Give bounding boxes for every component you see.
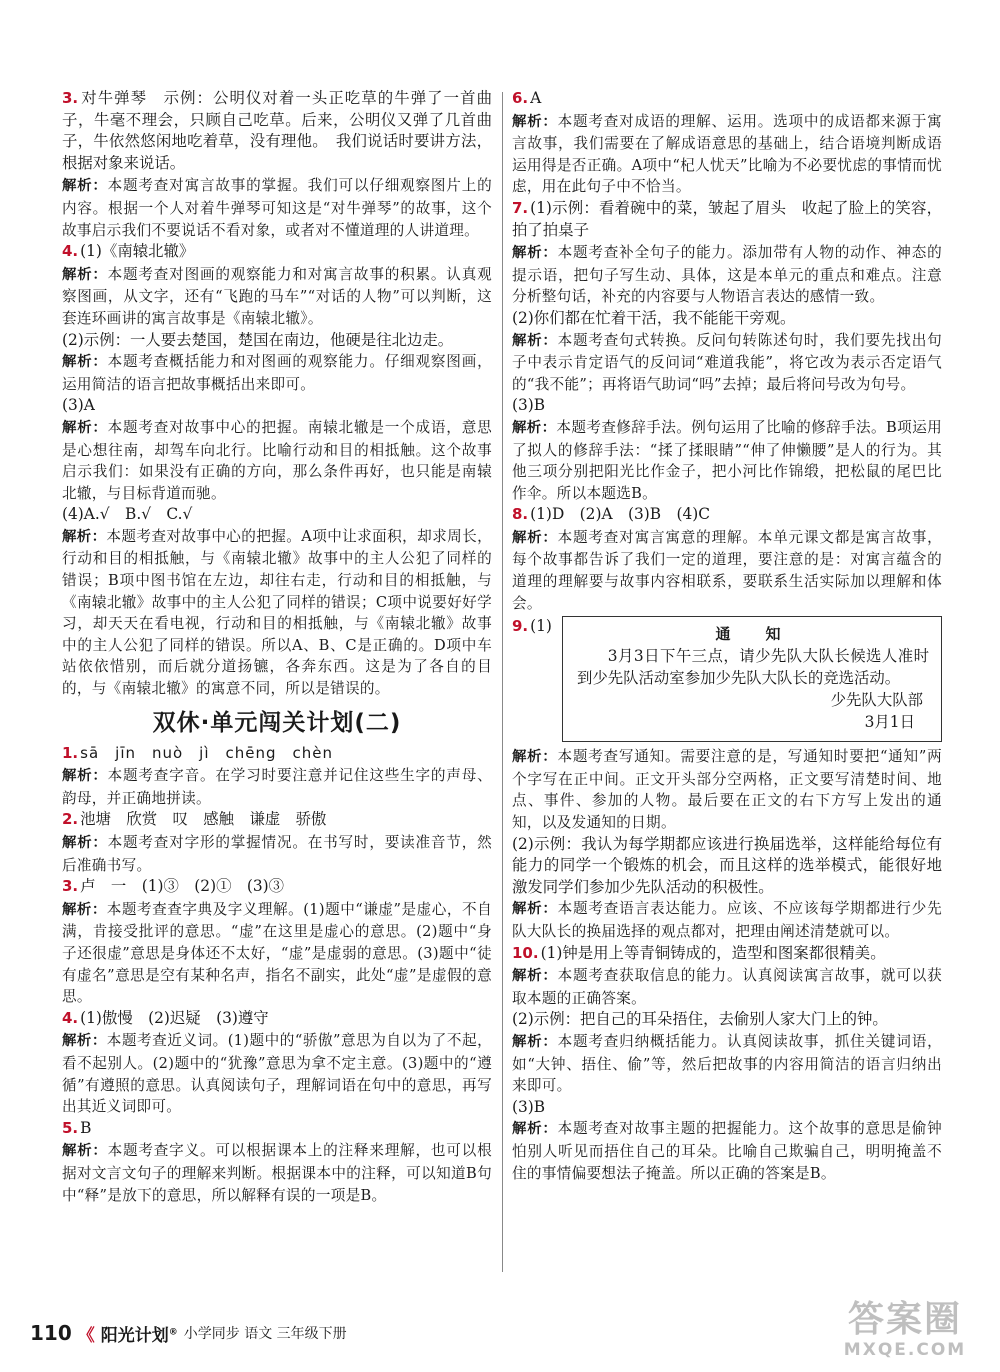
question-number: 4. [62, 1008, 79, 1027]
analysis [512, 965, 942, 1009]
notice-title: 通 知 [715, 625, 791, 644]
analysis-text: 本题考查对故事中心的把握。南辕北辙是一个成语，意思是心想往南，却驾车向北行。比喻行动和目的相抵触。这个故事启示我们：如果没有正确的方向，那么条件再好，也只能是南辕北辙，与目标背道而驰。 [62, 418, 492, 502]
analysis-text: 本题考查句式转换。反问句转陈述句时，我们要先找出句子中表示肯定语气的反问词“难道我能”，将它改为表示否定语气的“我不能”；再将语气助词“吗”去掉；最后将问号改为句号。 [512, 331, 942, 393]
answer-text: A [530, 89, 542, 107]
watermark-logo [820, 1300, 990, 1364]
analysis-text: 本题考查对寓言寓意的理解。本单元课文都是寓言故事，每个故事都告诉了我们一定的道理，要注意的是：对寓言蕴含的道理的理解要与故事内容相联系，要联系生活实际加以理解和体会。 [512, 528, 942, 612]
analysis [62, 526, 492, 700]
question-number: 6. [512, 89, 529, 107]
answer-text: (2)示例：我认为每学期都应该进行换届选举，这样能给每位有能力的同学一个锻炼的机会，而且这样的选举模式，能很好地激发同学们参加少先队活动的积极性。 [512, 834, 942, 896]
analysis-label: 解析： [512, 968, 558, 985]
notice-signature: 少先队大队部 [830, 691, 923, 710]
analysis-text: 本题考查语言表达能力。应该、不应该每学期都进行少先队大队长的换届选择的观点都对，把理由阐述清楚就可以。 [512, 900, 942, 940]
analysis [512, 111, 942, 198]
question-6 [512, 88, 942, 110]
analysis-label: 解析： [62, 419, 108, 436]
analysis [512, 330, 942, 396]
analysis-text: 本题考查归纳概括能力。认真阅读故事，抓住关键词语，如“大钟、捂住、偷”等，然后把故事的内容用简洁的语言归纳出来即可。 [512, 1032, 942, 1095]
analysis-text: 本题考查查字典及字义理解。(1)题中“谦虚”是虚心，不自满，肯接受批评的意思。“虚”在这里是虚心的意思。(2)题中“身子还很虚”意思是身体还不太好，“虚”是虚弱的意思。(3)题中“徒有虚名”意思是空有某种名声，指名不副实，此处“虚”是虚假的意思。 [62, 900, 492, 1006]
watermark-bottom: MXQE.COM [843, 1340, 967, 1360]
answer-text: (3)B [512, 1097, 546, 1116]
analysis [512, 242, 942, 308]
question-5 [62, 1118, 492, 1140]
analysis [62, 1140, 492, 1206]
answer-text: (2)示例：一人要去楚国，楚国在南边，他硬是往北边走。 [62, 330, 454, 349]
right-column [512, 88, 942, 1184]
answer-text: (3)A [62, 396, 95, 415]
question-3b [62, 876, 492, 898]
analysis-text: 本题考查补全句子的能力。添加带有人物的动作、神态的提示语，把句子写生动、具体，这是本单元的重点和难点。注意分析整句话，补充的内容要与人物语言表达的感情一致。 [512, 244, 942, 306]
question-number: 7. [512, 198, 529, 217]
question-number: 1. [62, 743, 79, 762]
analysis [512, 746, 942, 833]
watermark-top: 答案圈 [847, 1299, 962, 1340]
sub-question-prefix: (1) [530, 617, 552, 636]
question-number: 5. [62, 1118, 79, 1137]
analysis [512, 1118, 942, 1184]
question-8 [512, 504, 942, 526]
analysis [62, 264, 492, 330]
question-9 [512, 616, 942, 742]
question-number: 3. [62, 877, 79, 896]
analysis-text: 本题考查写通知。需要注意的是，写通知时要把“通知”两个字写在正中间。正文开头部分空两格，正文要写清楚时间、地点、事件、参加的人物。最后要在正文的右下方写上发出的通知，以及发通知的日期。 [512, 748, 942, 832]
analysis [62, 351, 492, 395]
notice-body: 3月3日下午三点，请少先队大队长候选人准时到少先队活动室参加少先队大队长的竞选活动。 [576, 647, 929, 688]
answer-text: (1)傲慢 (2)迟疑 (3)遵守 [80, 1008, 269, 1027]
analysis [62, 899, 492, 1008]
notice-date: 3月1日 [864, 713, 915, 732]
question-number: 10. [512, 943, 539, 962]
question-number: 4. [62, 242, 79, 261]
analysis-text: 本题考查获取信息的能力。认真阅读寓言故事，就可以获取本题的正确答案。 [512, 967, 942, 1007]
analysis-text: 本题考查对故事中心的把握。A项中让求面积，却求周长，行动和目的相抵触，与《南辕北辙》故事中的主人公犯了同样的错误；B项中图书馆在左边，却往右走，行动和目的相抵触，与《南辕北辙》故事中的主人公犯了同样的错误；C项中说要好好学习，却天天在看电视，行动和目的相抵触，与《南辕北辙》故事中的主人公犯了同样的错误。所以A、B、C是正确的。D项中车站依依惜别，而后就分道扬镳，各奔东西。这是为了各自的目的，与《南辕北辙》的寓意不同，所以是错误的。 [62, 527, 493, 698]
analysis [62, 765, 492, 809]
analysis [62, 175, 492, 241]
brand-mark: 《 [77, 1325, 95, 1346]
analysis-label: 解析： [512, 529, 558, 546]
question-number: 9. [512, 617, 529, 636]
answer-text: 对牛弹琴 示例：公明仪对着一头正吃草的牛弹了一首曲子，牛毫不理会，只顾自己吃草。后来，公明仪又弹了几首曲子，牛依然悠闲地吃着草，没有理他。 我们说话时要讲方法，根据对象来说话。 [62, 89, 492, 172]
page-number: 110 [30, 1321, 72, 1345]
brand-text: 阳光计划 [100, 1325, 169, 1346]
answer-text: (1)钟是用上等青铜铸成的，造型和图案都很精美。 [540, 943, 886, 962]
analysis-label: 解析： [62, 835, 108, 851]
analysis [62, 1030, 492, 1117]
analysis-label: 解析： [512, 245, 558, 262]
registered-mark: ® [168, 1326, 178, 1337]
analysis [62, 417, 492, 504]
question-number: 3. [62, 89, 79, 107]
analysis-label: 解析： [512, 749, 558, 766]
question-number: 8. [512, 505, 529, 524]
analysis-label: 解析： [62, 354, 108, 371]
answer-text: 池塘 欣赏 叹 感触 谦虚 骄傲 [80, 810, 327, 829]
analysis [62, 832, 492, 876]
analysis-label: 解析： [512, 901, 558, 918]
question-number: 2. [62, 810, 79, 829]
answer-text: (1)示例：看着碗中的菜，皱起了眉头 收起了脸上的笑容，拍了拍桌子 [512, 198, 942, 239]
analysis-text: 本题考查对成语的理解、运用。选项中的成语都来源于寓言故事，我们需要在了解成语意思的基础上，结合语境判断成语运用得是否正确。A项中“杞人忧天”比喻为不必要忧虑的事情而忧虑，用在此句子中不恰当。 [512, 112, 942, 196]
column-divider [502, 92, 503, 1272]
page-footer [30, 1318, 347, 1348]
analysis-label: 解析： [512, 332, 558, 349]
analysis-label: 解析： [512, 419, 557, 436]
analysis-text: 本题考查近义词。(1)题中的“骄傲”意思为自以为了不起，看不起别人。(2)题中的“犹豫”意思为拿不定主意。(3)题中的“遵循”有遵照的意思。认真阅读句子，理解词语在句中的意思，再写出其近义词即可。 [62, 1032, 492, 1116]
analysis-text: 本题考查对字形的掌握情况。在书写时，要读准音节，然后准确书写。 [62, 834, 492, 874]
question-10 [512, 943, 942, 965]
question-1 [62, 743, 492, 765]
analysis-label: 解析： [62, 1143, 108, 1160]
notice-box [562, 616, 942, 742]
answer-text: (2)示例：把自己的耳朵捂住，去偷别人家大门上的钟。 [512, 1010, 888, 1029]
section-title: 双休·单元闯关计划(二) [152, 709, 402, 736]
analysis-label: 解析： [62, 1033, 107, 1050]
question-9-label [512, 616, 552, 638]
answer-text: (2)你们都在忙着干活，我不能能干旁观。 [512, 308, 796, 327]
analysis-text: 本题考查对寓言故事的掌握。我们可以仔细观察图片上的内容。根据一个人对着牛弹琴可知这是“对牛弹琴”的故事，这个故事启示我们不要说话不看对象，或者对不懂道理的人讲道理。 [62, 177, 492, 239]
analysis-label: 解析： [512, 113, 558, 130]
answer-text: (1)D (2)A (3)B (4)C [530, 505, 711, 524]
answer-text: 卢 一 (1)③ (2)① (3)③ [80, 877, 285, 896]
analysis-label: 解析： [62, 266, 108, 283]
analysis-label: 解析： [62, 768, 108, 785]
pinyin-answer: sā jīn nuò jì chēng chèn [80, 743, 334, 762]
analysis-label: 解析： [62, 178, 108, 195]
question-4b [62, 1008, 492, 1030]
analysis [512, 527, 942, 614]
analysis-text: 本题考查概括能力和对图画的观察能力。仔细观察图画，运用简洁的语言把故事概括出来即可。 [62, 353, 492, 393]
question-3 [62, 88, 492, 174]
answer-text: B [80, 1118, 92, 1137]
analysis-text: 本题考查修辞手法。例句运用了比喻的修辞手法。B项运用了拟人的修辞手法：“揉了揉眼睛”“伸了伸懒腰”是人的行为。其他三项分别把阳光比作金子，把小河比作锦缎，把松鼠的尾巴比作伞。所以本题选B。 [512, 418, 943, 502]
left-column [62, 88, 492, 1206]
analysis-label: 解析： [62, 901, 107, 918]
analysis-text: 本题考查对图画的观察能力和对寓言故事的积累。认真观察图画，从文字，还有“飞跑的马车”“对话的人物”可以判断，这套连环画讲的寓言故事是《南辕北辙》。 [62, 265, 492, 327]
book-subtitle: 小学同步 语文 三年级下册 [183, 1326, 347, 1342]
analysis-text: 本题考查字音。在学习时要注意并记住这些生字的声母、韵母，并正确地拼读。 [62, 767, 492, 807]
question-7 [512, 198, 942, 241]
brand-name [101, 1321, 178, 1346]
analysis-text: 本题考查对故事主题的把握能力。这个故事的意思是偷钟怕别人听见而捂住自己的耳朵。比喻自己欺骗自己，明明掩盖不住的事情偏要想法子掩盖。所以正确的答案是B。 [512, 1120, 942, 1182]
analysis-text: 本题考查字义。可以根据课本上的注释来理解，也可以根据对文言文句子的理解来判断。根据课本中的注释，可以知道B句中“释”是放下的意思，所以解释有误的一项是B。 [62, 1142, 492, 1204]
analysis [512, 898, 942, 942]
answer-text: (4)A.√ B.√ C.√ [62, 505, 193, 524]
analysis [512, 417, 942, 504]
analysis-label: 解析： [512, 1121, 558, 1138]
analysis [512, 1031, 942, 1097]
answer-text: (1)《南辕北辙》 [80, 242, 195, 261]
answer-text: (3)B [512, 396, 546, 415]
question-2 [62, 809, 492, 831]
question-4 [62, 241, 492, 263]
analysis-label: 解析： [62, 528, 107, 545]
analysis-label: 解析： [512, 1033, 558, 1050]
